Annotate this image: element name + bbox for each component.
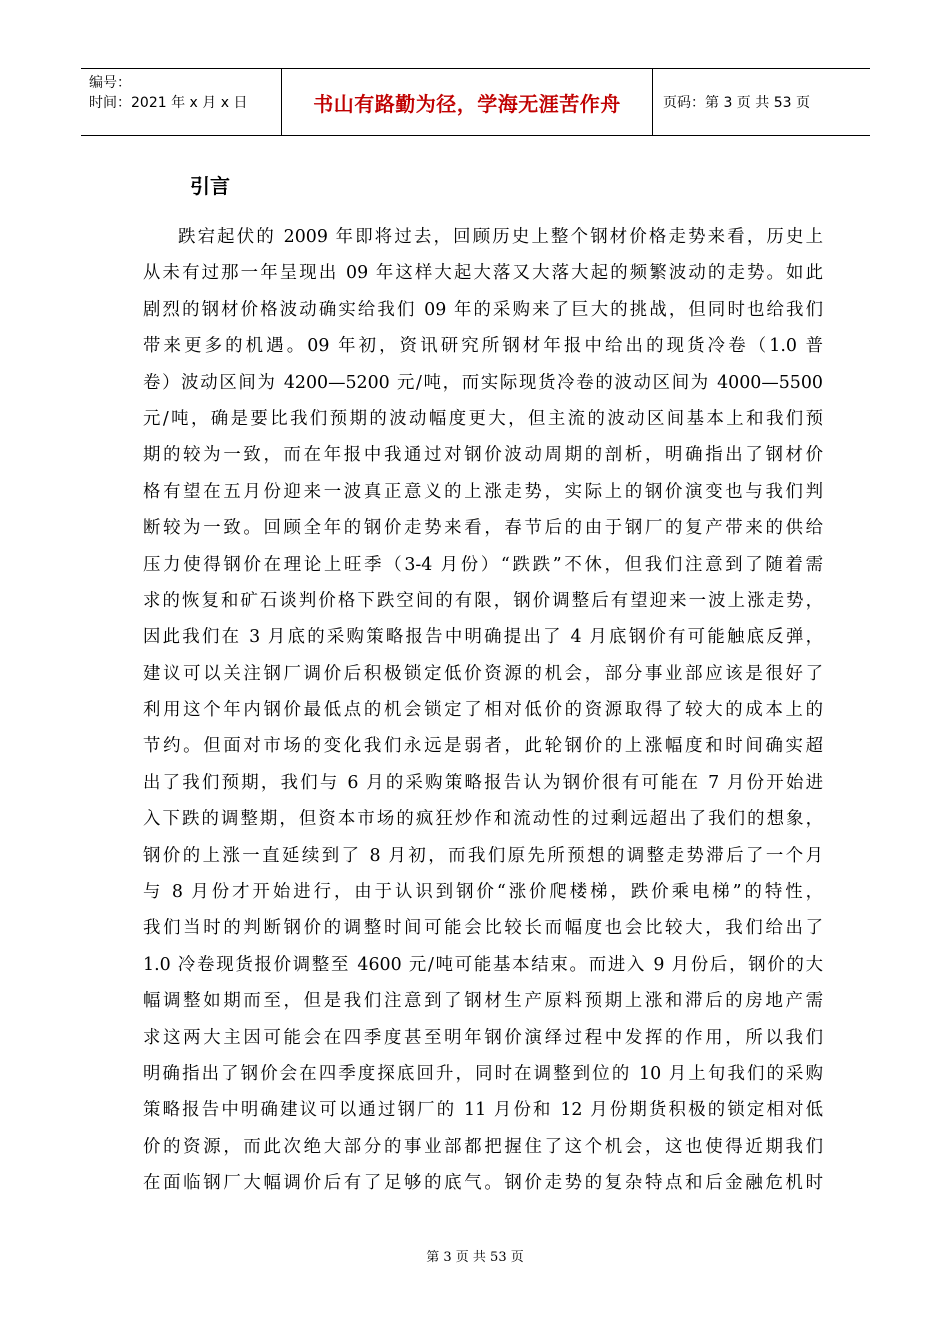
paragraph-line: 求这两大主因可能会在四季度甚至明年钢价演绎过程中发挥的作用，所以我们 <box>143 1027 823 1048</box>
paragraph-line: 元/吨，确是要比我们预期的波动幅度更大，但主流的波动区间基本上和我们预 <box>143 408 823 429</box>
paragraph-line: 格有望在五月份迎来一波真正意义的上涨走势，实际上的钢价演变也与我们判 <box>143 481 823 502</box>
paragraph-line: 价的资源，而此次绝大部分的事业部都把握住了这个机会，这也使得近期我们 <box>143 1136 823 1157</box>
header-page-info: 页码：第 3 页 共 53 页 <box>663 95 810 111</box>
paragraph-line: 剧烈的钢材价格波动确实给我们 09 年的采购来了巨大的挑战，但同时也给我们 <box>143 299 823 320</box>
paragraph-line: 压力使得钢价在理论上旺季（3-4 月份）“跌跌”不休，但我们注意到了随着需 <box>143 554 823 575</box>
paragraph-line: 从未有过那一年呈现出 09 年这样大起大落又大落大起的频繁波动的走势。如此 <box>143 263 823 284</box>
paragraph-line: 求的恢复和矿石谈判价格下跌空间的有限，钢价调整后有望迎来一波上涨走势， <box>143 590 823 611</box>
paragraph-line: 与 8 月份才开始进行，由于认识到钢价“涨价爬楼梯，跌价乘电梯”的特性， <box>143 882 823 903</box>
paragraph-line: 因此我们在 3 月底的采购策略报告中明确提出了 4 月底钢价有可能触底反弹， <box>143 627 823 648</box>
header-motto: 书山有路勤为径，学海无涯苦作舟 <box>281 69 653 135</box>
paragraph-line: 钢价的上涨一直延续到了 8 月初，而我们原先所预想的调整走势滞后了一个月 <box>143 845 823 866</box>
paragraph-line: 断较为一致。回顾全年的钢价走势来看，春节后的由于钢厂的复产带来的供给 <box>143 518 823 539</box>
body-paragraph <box>143 219 823 1202</box>
paragraph-line: 带来更多的机遇。09 年初，资讯研究所钢材年报中给出的现货冷卷（1.0 普 <box>143 336 823 357</box>
paragraph-line: 明确指出了钢价会在四季度探底回升，同时在调整到位的 10 月上旬我们的采购 <box>143 1063 823 1084</box>
paragraph-line: 利用这个年内钢价最低点的机会锁定了相对低价的资源取得了较大的成本上的 <box>143 700 823 721</box>
header-meta <box>81 69 281 135</box>
section-title: 引言 <box>190 174 230 198</box>
paragraph-line: 在面临钢厂大幅调价后有了足够的底气。钢价走势的复杂特点和后金融危机时 <box>143 1173 823 1194</box>
document-number-label: 编号： <box>89 75 131 91</box>
paragraph-line: 入下跌的调整期，但资本市场的疯狂炒作和流动性的过剩远超出了我们的想象， <box>143 809 823 830</box>
paragraph-line: 出了我们预期，我们与 6 月的采购策略报告认为钢价很有可能在 7 月份开始进 <box>143 772 823 793</box>
paragraph-line: 建议可以关注钢厂调价后积极锁定低价资源的机会，部分事业部应该是很好了 <box>143 663 823 684</box>
paragraph-line: 卷）波动区间为 4200—5200 元/吨，而实际现货冷卷的波动区间为 4000—5500 <box>143 372 823 393</box>
paragraph-line: 1.0 冷卷现货报价调整至 4600 元/吨可能基本结束。而进入 9 月份后，钢价的大 <box>143 954 823 975</box>
paragraph-line: 跌宕起伏的 2009 年即将过去，回顾历史上整个钢材价格走势来看，历史上 <box>178 227 823 247</box>
page-header <box>81 68 870 136</box>
paragraph-line: 策略报告中明确建议可以通过钢厂的 11 月份和 12 月份期货积极的锁定相对低 <box>143 1100 823 1121</box>
paragraph-line: 期的较为一致，而在年报中我通过对钢价波动周期的剖析，明确指出了钢材价 <box>143 445 823 466</box>
page-footer: 第 3 页 共 53 页 <box>426 1250 524 1265</box>
document-date: 时间：2021 年 x 月 x 日 <box>89 95 248 111</box>
paragraph-line: 我们当时的判断钢价的调整时间可能会比较长而幅度也会比较大，我们给出了 <box>143 918 823 939</box>
paragraph-line: 节约。但面对市场的变化我们永远是弱者，此轮钢价的上涨幅度和时间确实超 <box>143 736 823 757</box>
paragraph-line: 幅调整如期而至，但是我们注意到了钢材生产原料预期上涨和滞后的房地产需 <box>143 991 823 1012</box>
